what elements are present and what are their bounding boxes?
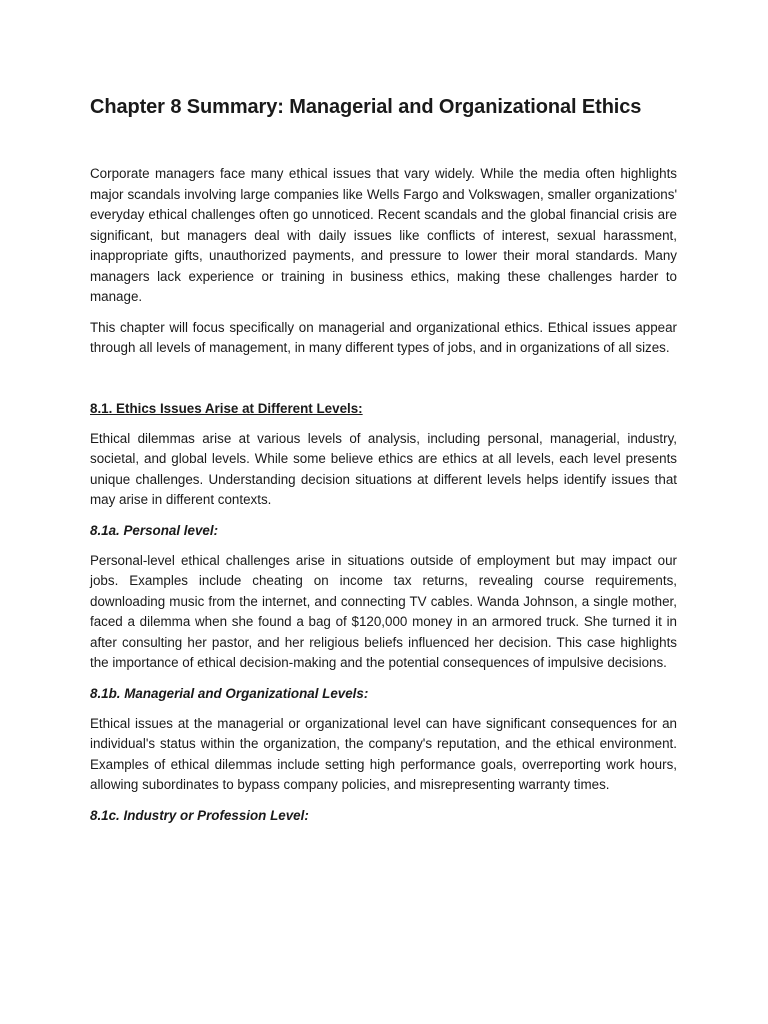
subsection-paragraph-managerial: Ethical issues at the managerial or organizational level can have significant consequences for an individual's status within the organization, the company's reputation, and the ethical environment. Examples of ethical dilemmas include setting high performance goals, overreporting work hours, allowing subordinates to bypass company policies, and misrepresenting warranty times. [90, 715, 677, 792]
intro-paragraph-1: Corporate managers face many ethical issues that vary widely. While the media often highlights major scandals involving large companies like Wells Fargo and Volkswagen, smaller organizations' everyday ethical challenges often go unnoticed. Recent scandals and the global financial crisis are significant, but managers deal with daily issues like conflicts of interest, sexual harassment, inappropriate gifts, unauthorized payments, and pressure to lower their moral standards. Many managers lack experience or training in business ethics, making these challenges harder to manage. [90, 166, 677, 304]
subsection-heading-managerial: 8.1b. Managerial and Organizational Levels: [90, 685, 369, 701]
subsection-paragraph-personal: Personal-level ethical challenges arise in situations outside of employment but may impact our jobs. Examples include cheating on income tax returns, revealing course requirements, downloading music from the internet, and connecting TV cables. Wanda Johnson, a single mother, faced a dilemma when she found a bag of $120,000 money in an armored truck. She turned it in after consulting her pastor, and her religious beliefs influenced her decision. This case highlights the importance of ethical decision-making and the potential consequences of impulsive decisions. [90, 552, 677, 670]
intro-paragraph-2: This chapter will focus specifically on managerial and organizational ethics. Ethical issues appear through all levels of management, in many different types of jobs, and in organizations of all sizes. [90, 319, 677, 355]
page-title: Chapter 8 Summary: Managerial and Organizational Ethics [90, 96, 642, 118]
subsection-heading-industry: 8.1c. Industry or Profession Level: [90, 807, 309, 823]
section-heading: 8.1. Ethics Issues Arise at Different Levels: [90, 400, 363, 416]
subsection-heading-personal: 8.1a. Personal level: [90, 522, 219, 538]
document-page [90, 92, 677, 826]
section-paragraph: Ethical dilemmas arise at various levels of analysis, including personal, managerial, industry, societal, and global levels. While some believe ethics are ethics at all levels, each level presents unique challenges. Understanding decision situations at different levels helps identify issues that may arise in different contexts. [90, 430, 677, 507]
